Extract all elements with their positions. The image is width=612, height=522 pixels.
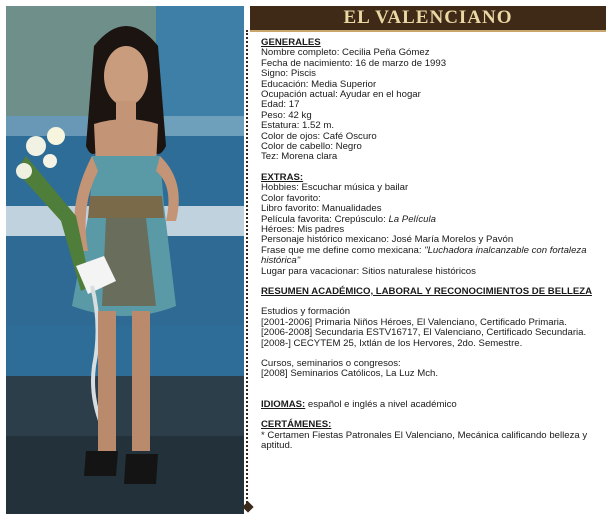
- extras-line: Libro favorito: Manualidades: [261, 203, 382, 215]
- generales-line: Ocupación actual: Ayudar en el hogar: [261, 89, 421, 101]
- generales-heading: GENERALES: [261, 37, 321, 48]
- profile-content: [261, 38, 606, 451]
- profile-photo: [6, 6, 244, 514]
- extras-lugar: Lugar para vacacionar: Sitios naturalese históricos: [261, 265, 476, 277]
- extras-line: Personaje histórico mexicano: José María Morelos y Pavón: [261, 234, 514, 246]
- estudios-item: [2008-] CECYTEM 25, Ixtlán de los Hervores, 2do. Semestre.: [261, 337, 523, 349]
- generales-line: Educación: Media Superior: [261, 78, 377, 90]
- generales-line: Estatura: 1.52 m.: [261, 120, 335, 132]
- extras-heading: EXTRAS:: [261, 171, 304, 183]
- idiomas-text: español e inglés a nivel académico: [305, 398, 457, 410]
- cursos-label: Cursos, seminarios o congresos:: [261, 357, 401, 369]
- idiomas-line: [261, 400, 606, 410]
- extras-frase: [261, 246, 606, 267]
- generales-line: Color de cabello: Negro: [261, 141, 362, 153]
- generales-line: Fecha de nacimiento: 16 de marzo de 1993: [261, 57, 447, 69]
- title-banner: [250, 6, 606, 32]
- generales-line: Color de ojos: Café Oscuro: [261, 130, 377, 142]
- extras-line: Color favorito:: [261, 192, 321, 204]
- generales-line: Peso: 42 kg: [261, 109, 312, 121]
- extras-line: Hobbies: Escuchar música y bailar: [261, 182, 409, 194]
- certamenes-text: * Certamen Fiestas Patronales El Valenciano, Mecánica calificando belleza y aptitud.: [261, 429, 588, 451]
- cursos-item: [2008] Seminarios Católicos, La Luz Mch.: [261, 368, 439, 380]
- page-title: EL VALENCIANO: [343, 7, 513, 28]
- spacer: [261, 380, 606, 390]
- idiomas-heading: IDIOMAS:: [261, 398, 306, 410]
- extras-line: Héroes: Mis padres: [261, 223, 345, 235]
- generales-line: Signo: Piscis: [261, 68, 316, 80]
- spacer: [261, 163, 606, 173]
- pelicula-title: La Película: [388, 213, 436, 225]
- frase-text: "Luchadora inalcanzable con fortaleza histórica": [261, 244, 587, 267]
- certamenes-heading: CERTÁMENES:: [261, 419, 332, 431]
- pelicula-label: Película favorita: Crepúsculo:: [261, 213, 389, 225]
- generales-line: Nombre completo: Cecilia Peña Gómez: [261, 47, 430, 59]
- generales-line: Edad: 17: [261, 99, 300, 111]
- generales-line: Tez: Morena clara: [261, 151, 338, 163]
- estudios-label: Estudios y formación: [261, 306, 351, 318]
- estudios-item: [2006-2008] Secundaria ESTV16717, El Valenciano, Certificado Secundaria.: [261, 327, 587, 339]
- frase-label: Frase que me define como mexicana:: [261, 244, 425, 256]
- estudios-item: [2001-2006] Primaria Niños Héroes, El Valenciano, Certificado Primaria.: [261, 316, 567, 328]
- dotted-divider: [246, 30, 252, 510]
- resumen-heading: RESUMEN ACADÉMICO, LABORAL Y RECONOCIMIENTOS DE BELLEZA: [261, 285, 593, 297]
